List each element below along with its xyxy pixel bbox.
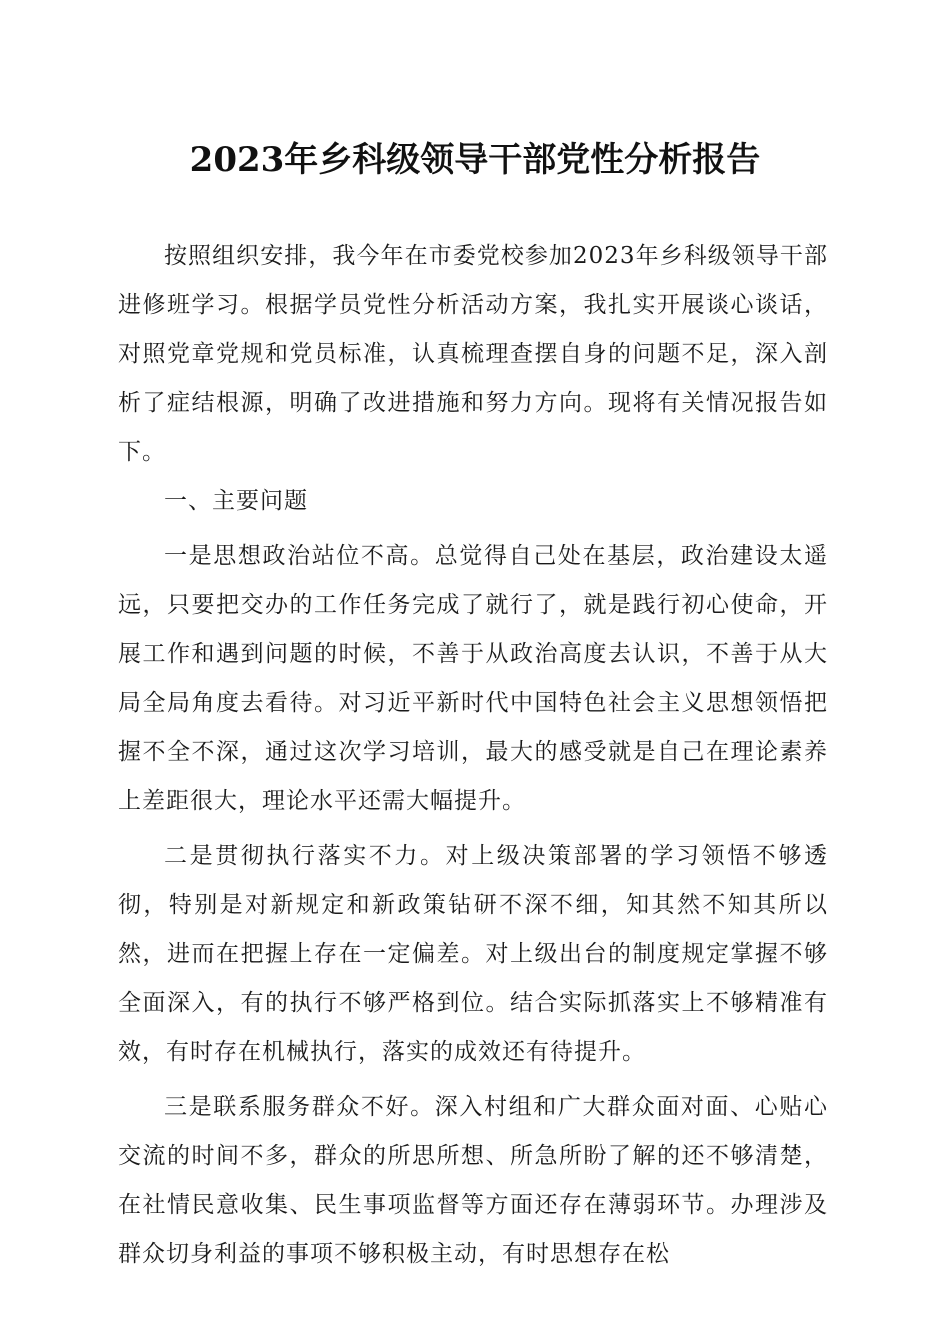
section-heading: 一、主要问题 bbox=[164, 488, 308, 514]
problem-lead: 三是联系服务群众不好。 bbox=[164, 1094, 435, 1120]
problem-text: 深入村组和广大群众面对面、心贴心交流的时间不多，群众的所思所想、所急所盼了解的还不够清楚，在社情民意收集、民生事项监督等方面还存在薄弱环节。办理涉及群众切身利益的事项不够积极主动，有时思想存在松 bbox=[118, 1094, 829, 1267]
problem-text: 总觉得自己处在基层，政治建设太遥远，只要把交办的工作任务完成了就行了，就是践行初心使命，开展工作和遇到问题的时候，不善于从政治高度去认识，不善于从大局全局角度去看待。对习近平新时代中国特色社会主义思想领悟把握不全不深，通过这次学习培训，最大的感受就是自己在理论素养上差距很大，理论水平还需大幅提升。 bbox=[118, 543, 829, 814]
intro-paragraph: 按照组织安排，我今年在市委党校参加2023年乡科级领导干部进修班学习。根据学员党性分析活动方案，我扎实开展谈心谈话，对照党章党规和党员标准，认真梳理查摆自身的问题不足，深入剖析了症结根源，明确了改进措施和努力方向。现将有关情况报告如下。 bbox=[118, 243, 828, 465]
problem-lead: 一是思想政治站位不高。 bbox=[164, 543, 435, 569]
problem-paragraph-2 bbox=[118, 832, 828, 1077]
problem-paragraph-3 bbox=[118, 1083, 828, 1279]
document-title: 2023年乡科级领导干部党性分析报告 bbox=[189, 140, 761, 180]
problem-lead: 二是贯彻执行落实不力。 bbox=[164, 843, 446, 869]
problem-text: 对上级决策部署的学习领悟不够透彻，特别是对新规定和新政策钻研不深不细，知其然不知其所以然，进而在把握上存在一定偏差。对上级出台的制度规定掌握不够全面深入，有的执行不够严格到位。结合实际抓落实上不够精准有效，有时存在机械执行，落实的成效还有待提升。 bbox=[118, 843, 829, 1065]
document-body bbox=[118, 232, 828, 1279]
problem-paragraph-1 bbox=[118, 532, 828, 826]
